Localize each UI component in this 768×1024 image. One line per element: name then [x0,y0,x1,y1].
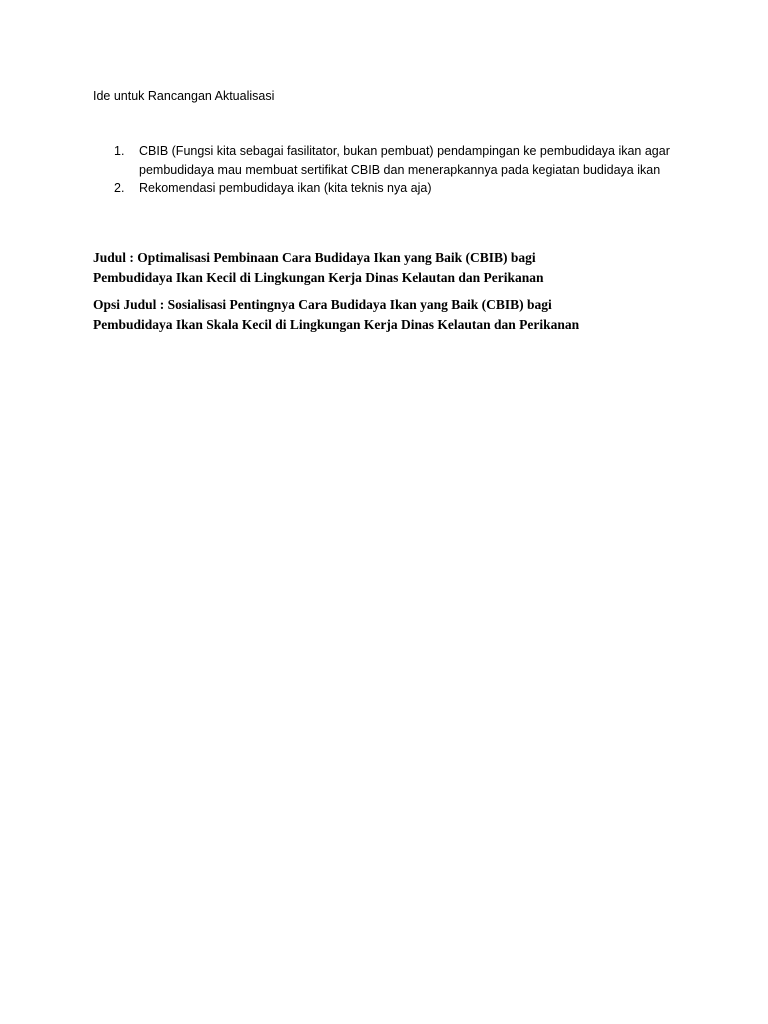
list-item-cbib [110,142,670,179]
alternative-title-line-1: Opsi Judul : Sosialisasi Pentingnya Cara Budidaya Ikan yang Baik (CBIB) bagi [93,297,552,312]
main-title-line-1: Judul : Optimalisasi Pembinaan Cara Budidaya Ikan yang Baik (CBIB) bagi [93,250,536,265]
main-title-line-2: Pembudidaya Ikan Kecil di Lingkungan Kerja Dinas Kelautan dan Perikanan [93,269,544,285]
list-item-number: 2. [114,181,125,195]
document-heading: Ide untuk Rancangan Aktualisasi [93,89,275,103]
main-title [93,248,693,287]
idea-list [110,142,670,198]
alternative-title [93,295,693,334]
list-item-rekomendasi [110,179,670,198]
list-item-number: 1. [114,144,125,158]
alternative-title-line-2: Pembudidaya Ikan Skala Kecil di Lingkungan Kerja Dinas Kelautan dan Perikanan [93,316,580,332]
list-item-text: CBIB (Fungsi kita sebagai fasilitator, bukan pembuat) pendampingan ke pembudidaya ikan agar pembudidaya mau membuat sertifikat CBIB dan menerapkannya pada kegiatan budidaya ikan [139,144,670,177]
list-item-text: Rekomendasi pembudidaya ikan (kita teknis nya aja) [139,181,432,195]
